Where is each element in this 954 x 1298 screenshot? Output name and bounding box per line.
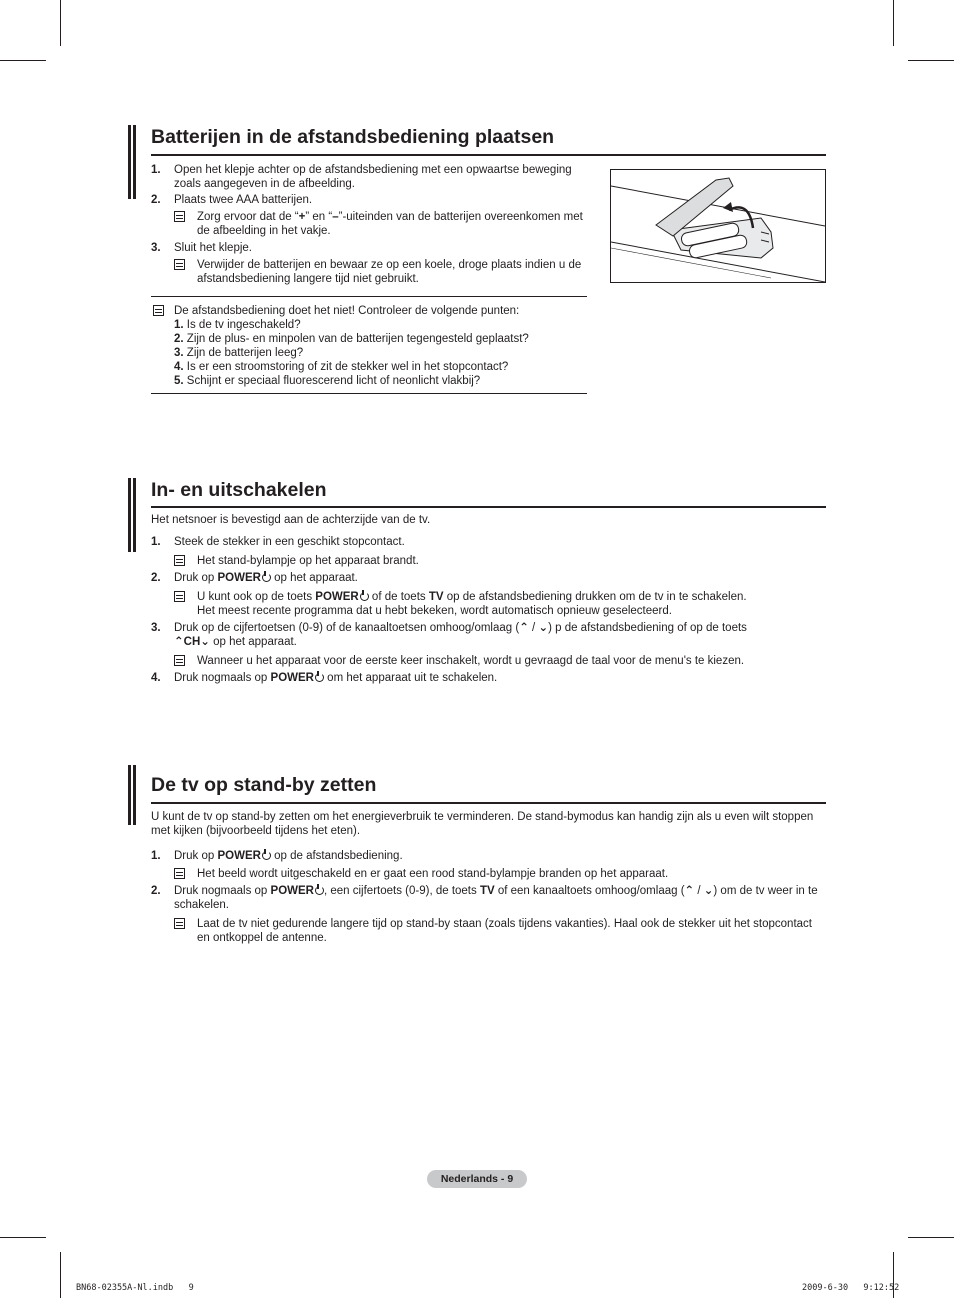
print-slug-left: BN68-02355A-Nl.indb 9 (76, 1283, 194, 1293)
section-title: Batterijen in de afstandsbediening plaatsen (151, 126, 555, 148)
crop-mark (0, 60, 46, 61)
battery-steps (151, 163, 591, 286)
crop-mark (893, 0, 894, 46)
note-icon (174, 211, 185, 222)
check-item: 3. Zijn de batterijen leeg? (174, 347, 304, 359)
note: De afstandsbediening doet het niet! Controleer de volgende punten: (151, 304, 587, 318)
remote-battery-illustration (610, 169, 826, 283)
crop-mark (60, 1252, 61, 1298)
crop-mark (908, 1237, 954, 1238)
chevron-up-icon: ⌃ (684, 885, 695, 897)
section-standby (128, 773, 826, 963)
chevron-down-icon: ⌄ (200, 636, 210, 648)
section-bar (128, 765, 136, 825)
check-item: 5. Schijnt er speciaal fluorescerend licht of neonlicht vlakbij? (174, 375, 481, 387)
note-icon (174, 555, 185, 566)
note: Het beeld wordt uitgeschakeld en er gaat een rood stand-bylampje branden op het apparaat. (151, 867, 826, 881)
section-rule (151, 154, 826, 156)
check-item: 2. Zijn de plus- en minpolen van de batterijen tegengesteld geplaatst? (174, 333, 529, 345)
step: 2. Druk op POWER op het apparaat. (151, 572, 358, 584)
power-intro: Het netsnoer is bevestigd aan de achterzijde van de tv. (151, 514, 431, 526)
chevron-down-icon: ⌄ (538, 622, 549, 634)
step: 3. Sluit het klepje. (151, 242, 252, 254)
troubleshoot-box (151, 304, 587, 388)
print-slug-right: 2009-6-30 9:12:52 (802, 1283, 900, 1293)
note-icon (174, 918, 185, 929)
page-number-label: Nederlands - 9 (427, 1170, 527, 1188)
step: 1. Druk op POWER op de afstandsbediening. (151, 850, 403, 862)
step: 1. Open het klepje achter op de afstandsbediening met een opwaartse beweging zoals aangegeven in de afbeelding. (151, 164, 572, 190)
power-icon (262, 573, 271, 582)
section-rule (151, 506, 826, 508)
step: 4. Druk nogmaals op POWER om het apparaat uit te schakelen. (151, 672, 498, 684)
remote-drawing (611, 170, 825, 282)
power-icon (262, 851, 271, 860)
note: Het stand-bylampje op het apparaat brandt. (151, 554, 826, 568)
check-item: 4. Is er een stroomstoring of zit de stekker wel in het stopcontact? (174, 361, 509, 373)
crop-mark (0, 1237, 46, 1238)
note (151, 210, 591, 238)
note: U kunt ook op de toets POWER of de toets TV op de afstandsbediening drukken om de tv in te schakelen. Het meest recente programma dat u hebt bekeken, wordt automatisch opnieuw geselecteerd. (151, 590, 826, 618)
section-bar (128, 125, 136, 199)
divider (151, 296, 587, 297)
note-icon (174, 655, 185, 666)
power-icon (315, 886, 324, 895)
battery-polarity-note: Zorg ervoor dat de “+” en “–”-uiteinden van de batterijen overeenkomen met de afbeelding in het vakje. (197, 211, 583, 237)
section-bar (128, 478, 136, 552)
section-title: De tv op stand-by zetten (151, 774, 377, 796)
divider (151, 393, 587, 394)
chevron-up-icon: ⌃ (519, 622, 529, 634)
power-icon (315, 673, 324, 682)
note-icon (174, 259, 185, 270)
chevron-up-icon: ⌃ (174, 636, 184, 648)
chevron-down-icon: ⌄ (703, 885, 714, 897)
power-body (151, 513, 826, 685)
standby-body (151, 810, 826, 945)
section-power (128, 478, 826, 708)
crop-mark (60, 0, 61, 46)
standby-intro: U kunt de tv op stand-by zetten om het energieverbruik te verminderen. De stand-bymodus kan handig zijn als u even wilt stoppen met kijken (bijvoorbeeld tijdens het eten). (151, 811, 814, 837)
note-icon (153, 305, 164, 316)
step: 2. Plaats twee AAA batterijen. (151, 194, 313, 206)
check-list (151, 318, 587, 388)
crop-mark (908, 60, 954, 61)
note-icon (174, 868, 185, 879)
note-icon (174, 591, 185, 602)
note: Verwijder de batterijen en bewaar ze op een koele, droge plaats indien u de afstandsbediening langere tijd niet gebruikt. (151, 258, 591, 286)
step: 1. Steek de stekker in een geschikt stopcontact. (151, 536, 405, 548)
power-icon (360, 592, 369, 601)
section-rule (151, 802, 826, 804)
step: 3. Druk op de cijfertoetsen (0-9) of de kanaaltoetsen omhoog/omlaag (⌃ / ⌄) p de afstandsbediening of op de toets ⌃CH⌄ op het apparaat. (151, 622, 747, 648)
note: Wanneer u het apparaat voor de eerste keer inschakelt, wordt u gevraagd de taal voor de menu's te kiezen. (151, 654, 826, 668)
section-title: In- en uitschakelen (151, 479, 327, 501)
step: 2. Druk nogmaals op POWER , een cijfertoets (0-9), de toets TV of een kanaaltoets omhoog/omlaag (⌃ / ⌄) om de tv weer in te schakelen. (151, 885, 818, 911)
check-item: 1. Is de tv ingeschakeld? (174, 319, 301, 331)
note: Laat de tv niet gedurende langere tijd op stand-by staan (zoals tijdens vakanties). Haal ook de stekker uit het stopcontact en ontkoppel de antenne. (151, 917, 826, 945)
